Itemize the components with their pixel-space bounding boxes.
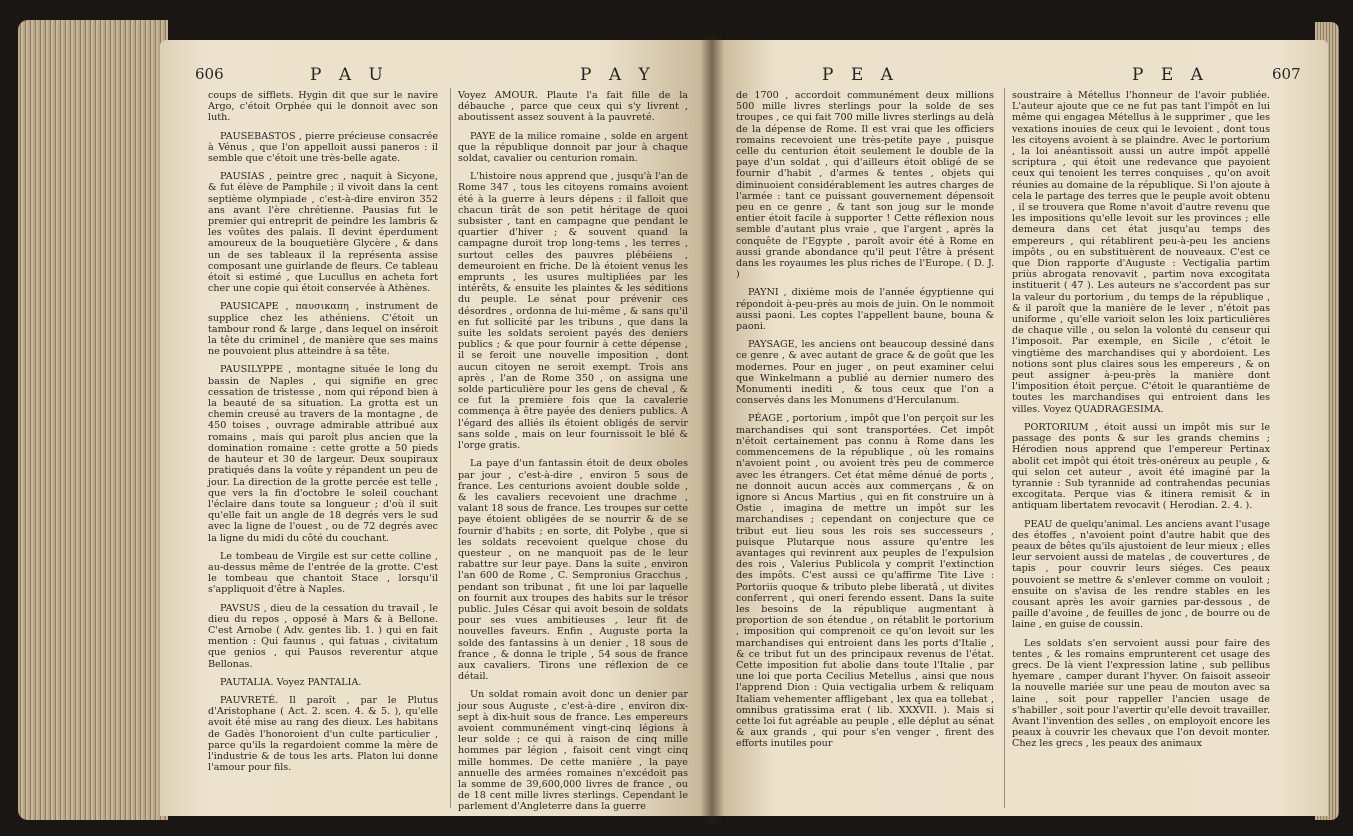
paragraph: PAUTALIA. Voyez PANTALIA.	[220, 676, 362, 688]
right-head-word-2: P E A	[1132, 65, 1209, 85]
left-column-1	[208, 90, 438, 780]
paragraph: PAUVRETÉ. Il paroît , par le Plutus d'Aristophane ( Act. 2. scen. 4. & 5. ), qu'elle avoit été mise au rang des dieux. Les habitans de Gadès l'honoroient d'un culte particulier , parce qu'ils la regardoient comme la mère de l'industrie & de tous les arts. Platon lui donne l'amour pour fils.	[208, 694, 438, 774]
paragraph: L'histoire nous apprend que , jusqu'à l'an de Rome 347 , tous les citoyens romains avoient été à la guerre à leurs dépens : il falloit que chacun tirât de son petit héritage de quoi subsister , tant en campagne que pendant le quartier d'hiver ; & souvent quand la campagne duroit trop long-tems , les terres , surtout celles des pauvres plébéiens , demeuroient en friche. De là étoient venus les emprunts , les usures multipliées par les intérêts, & ensuite les plaintes & les séditions du peuple. Le sénat pour prévenir ces désordres , ordonna de lui-même , & sans qu'il en fut sollicité par les tribuns , que dans la suite les soldats seroient payés des deniers publics ; & que pour fournir à cette dépense , il se feroit une nouvelle imposition , dont aucun citoyen ne seroit exempt. Trois ans après , l'an de Rome 350 , on assigna une solde particulière pour les gens de cheval , & ce fut la première fois que la cavalerie commença à être payée des deniers publics. A l'égard des alliés ils étoient obligés de servir sans solde , mais on leur fournissoit le blé & l'orge gratis.	[458, 171, 688, 452]
left-page-number: 606	[195, 65, 224, 83]
column-rule	[450, 88, 451, 808]
paragraph: Le tombeau de Virgile est sur cette colline , au-dessus même de l'entrée de la grotte. C'est le tombeau que chantoit Stace , lorsqu'il s'appliquoit d'être à Naples.	[208, 550, 438, 596]
paragraph: PAYSAGE, les anciens ont beaucoup dessiné dans ce genre , & avec autant de grace & de goût que les modernes. Pour en juger , on peut examiner celui que Winkelmann a publié au dernier numero des Monumenti inediti , & tous ceux que l'on a conservés dans les Monumens d'Herculanum.	[736, 339, 994, 407]
paragraph: Voyez AMOUR. Plaute l'a fait fille de la débauche , parce que ceux qui s'y livrent , aboutissent assez souvent à la pauvreté.	[458, 90, 688, 124]
left-running-head	[160, 65, 712, 87]
right-head-word-1: P E A	[822, 65, 899, 85]
left-page-block-edge	[18, 20, 168, 820]
left-head-word-1: P A U	[310, 65, 389, 85]
paragraph: coups de sifflets. Hygin dit que sur le navire Argo, c'étoit Orphée qui le donnoit avec son luth.	[208, 90, 438, 124]
paragraph: PAUSEBASTOS , pierre précieuse consacrée à Vénus , que l'on appelloit aussi paneros : il semble que c'étoit une très-belle agate.	[208, 130, 438, 165]
right-column-2	[1012, 90, 1270, 757]
paragraph: PAVSUS , dieu de la cessation du travail , le dieu du repos , opposé à Mars & à Bellone. C'est Arnobe ( Adv. gentes lib. 1. ) qui en fait mention : Qui faunus , qui fatuas , civitatum que genios , qui Pausos reverentur atque Bellonas.	[208, 602, 438, 670]
paragraph: PÉAGE , portorium , impôt que l'on perçoit sur les marchandises qui sont transportées. Cet impôt n'étoit certainement pas connu à Rome dans les commencemens de la république , où les romains n'avoient point , ou avoient très peu de commerce avec les étrangers. Cet état même dénué de ports , ne donnoit aucun accès aux commerçans , & on ignore si Ancus Martius , qui en fit construire un à Ostie , imagina de mettre un impôt sur les marchandises ; cependant on conjecture que ce tribut eut lieu sous les rois ses successeurs , puisque Plutarque nous assure qu'entre les avantages qui revinrent aux peuples de l'expulsion des rois , Valerius Publicola y comprit l'extinction des impôts. C'est aussi ce qu'affirme Tite Live : Portoriis quoque & tributo plebe liberatâ , ut divites conferrent , qui oneri ferendo essent. Dans la suite les besoins de la république augmentant à proportion de son étendue , on rétablit le portorium , imposition qui comprenoit ce qu'on levoit sur les marchandises qui entroient dans les ports d'Italie , & ce tribut fut un des principaux revenus de l'état. Cette imposition fut abolie dans toute l'Italie , par une loi que porta Cecilius Metellus , ainsi que nous l'apprend Dion : Quia vectigalia urbem & reliquam Italiam vehementer affligebant , lex qua ea tollebat , omnibus gratissima erat ( lib. XXXVII. ). Mais si cette loi fut agréable au peuple , elle déplut au sénat & aux grands , qui pour s'en venger , firent des efforts inutiles pour	[736, 413, 994, 750]
paragraph: de 1700 , accordoit communément deux millions 500 mille livres sterlings pour la solde de ses troupes , ce qui fait 700 mille livres sterlings au delà de la dépense de Rome. Il est vrai que les officiers romains recevoient une très-petite paye , puisque celle du centurion étoit seulement le double de la paye d'un soldat , qui d'ailleurs étoit obligé de se fournir d'habit , d'armes & tentes , objets qui diminuoient considérablement les autres charges de l'armée : tant ce puissant gouvernement dépensoit peu en ce genre , & tant son joug sur le monde entier étoit facile à supporter ! Cette réflexion nous semble d'autant plus vraie , que l'argent , après la conquête de l'Egypte , paroît avoir été à Rome en aussi grande abondance qu'il peut l'être à présent dans les royaumes les plus riches de l'Europe. ( D. J. )	[736, 90, 994, 281]
paragraph: soustraire à Métellus l'honneur de l'avoir publiée. L'auteur ajoute que ce ne fut pas tant l'impôt en lui même qui engagea Métellus à le supprimer , que les vexations inouies de ceux qui le levoient , dont tous les citoyens avoient à se plaindre. Avec le portorium , la loi anéantissoit aussi un autre impôt appellé scriptura , qui étoit une redevance que payoient ceux qui tenoient les terres conquises , qu'on avoit réunies au domaine de la république. Si l'on ajoute à cela le partage des terres que le peuple avoit obtenu , il se trouvera que Rome n'avoit d'autre revenu que les impositions qu'elle levoit sur les provinces ; elle demeura dans cet état jusqu'au temps des empereurs , qui rétablirent peu-à-peu les anciens impôts , ou en substituèrent de nouveaux. C'est ce que Dion rapporte d'Auguste : Vectigalia partim priùs abrogata renovavit , partim nova excogitata instituerit ( 47 ). Les auteurs ne s'accordent pas sur la valeur du portorium , du temps de la république , & il paroît que la manière de le lever , n'étoit pas uniforme , qu'elle varioit selon les loix particulières de chaque ville , ou selon la volonté du censeur qui l'imposoit. Par exemple, en Sicile , c'étoit le vingtième des marchandises qui y abordoient. Les notions sont plus claires sous les empereurs , & on peut assigner à-peu-près la manière dont l'imposition étoit perçue. C'étoit le quarantième de toutes les marchandises qui entroient dans les villes. Voyez QUADRAGESIMA.	[1012, 90, 1270, 415]
paragraph: PAYE de la milice romaine , solde en argent que la république donnoit par jour à chaque soldat, cavalier ou centurion romain.	[458, 130, 688, 165]
right-running-head	[712, 65, 1328, 87]
paragraph: PORTORIUM , étoit aussi un impôt mis sur le passage des ponts & sur les grands chemins ; Hérodien nous apprend que l'empereur Pertinax abolit cet impôt qui étoit très-onéreux au peuple , & qui selon cet auteur , avoit été imaginé par la tyrannie : Sub tyrannide ad contrahendas pecunias excogitata. Perque vias & itinera remisit & in antiquam libertatem revocavit ( Herodian. 2. 4. ).	[1012, 421, 1270, 512]
column-rule	[1004, 88, 1005, 808]
left-page	[160, 40, 712, 816]
right-page-number: 607	[1272, 65, 1301, 83]
paragraph: La paye d'un fantassin étoit de deux oboles par jour , c'est-à-dire , environ 5 sous de france. Les centurions avoient double solde , & les cavaliers recevoient une drachme , valant 18 sous de france. Les troupes sur cette paye étoient obligées de se nourrir & de se fournir d'habits ; en sorte, dit Polybe , que si les soldats recevoient quelque chose du questeur , on ne manquoit pas de le leur rabattre sur leur paye. Dans la suite , environ l'an 600 de Rome , C. Sempronius Gracchus , pendant son tribunat , fit une loi par laquelle on fournit aux troupes des habits sur le trésor public. Jules César qui avoit besoin de soldats pour ses vues ambitieuses , leur fit de nouvelles faveurs. Enfin , Auguste porta la solde des fantassins à un denier , 18 sous de france , & donna le triple , 54 sous de france aux cavaliers. Tirons une réflexion de ce détail.	[458, 458, 688, 683]
paragraph: Un soldat romain avoit donc un denier par jour sous Auguste , c'est-à-dire , environ dix-sept à dix-huit sous de france. Les empereurs avoient communément vingt-cinq légions à leur solde ; ce qui à raison de cinq mille hommes par légion , faisoit cent vingt cinq mille hommes. De cette manière , la paye annuelle des armées romaines n'excédoit pas la somme de 39,600,000 livres de france , ou de 18 cent mille livres sterlings. Cependant le parlement d'Angleterre dans la guerre	[458, 689, 688, 813]
left-head-word-2: P A Y	[580, 65, 656, 85]
book-spine-shadow	[700, 34, 724, 824]
right-page	[712, 40, 1328, 816]
paragraph: Les soldats s'en servoient aussi pour faire des tentes , & les romains emprunterent cet usage des grecs. De là vient l'expression latine , sub pellibus hyemare , camper durant l'hyver. On faisoit asseoir la nouvelle mariée sur une peau de mouton avec sa laine , soit pour rappeller l'ancien usage de s'habiller , soit pour l'avertir qu'elle devoit travailler. Avant l'invention des selles , on employoit encore les peaux à couvrir les chevaux que l'on devoit monter. Chez les grecs , les peaux des animaux	[1012, 637, 1270, 750]
right-column-1	[736, 90, 994, 757]
paragraph: PAUSIAS , peintre grec , naquit à Sicyone, & fut élève de Pamphile ; il vivoit dans la cent septième olympiade , c'est-à-dire environ 352 ans avant l'ère chrétienne. Pausias fut le premier qui entreprit de peindre les lambris & les voûtes des palais. Il devint éperdument amoureux de la bouquetière Glycère , & dans un de ses tableaux il la représenta assise composant une guirlande de fleurs. Ce tableau étoit si estimé , que Lucullus en acheta fort cher une copie qui étoit conservée à Athènes.	[208, 171, 438, 295]
paragraph: PAYNI , dixième mois de l'année égyptienne qui répondoit à-peu-près au mois de juin. On le nommoit aussi paoni. Les coptes l'appellent baune, bouna & paoni.	[736, 287, 994, 333]
left-column-2	[458, 90, 688, 816]
paragraph: PAUSICAPE , παυσικαπη , instrument de supplice chez les athéniens. C'étoit un tambour rond & large , dans lequel on inséroit la tête du criminel , de manière que ses mains ne pouvoient plus atteindre à sa tête.	[208, 301, 438, 358]
paragraph: PEAU de quelqu'animal. Les anciens avant l'usage des étoffes , n'avoient point d'autre habit que des peaux de bêtes qu'ils ajustoient de leur mieux ; elles leur servoient aussi de matelas , de couvertures , de tapis , pour couvrir leurs siéges. Ces peaux pouvoient se mettre & s'enlever comme on vouloit ; ensuite on s'avisa de les rendre stables en les cousant après les avoir garnies par-dessous , de paille d'avoine , de feuilles de jonc , de bourre ou de laine , en guise de coussin.	[1012, 518, 1270, 631]
paragraph: PAUSILYPPE , montagne située le long du bassin de Naples , qui signifie en grec cessation de tristesse , nom qui répond bien à la beauté de sa situation. La grotta est un chemin creusé au travers de la montagne , de 450 toises , ouvrage admirable attribué aux romains , mais qui paroît plus ancien que la domination romaine : cette grotte a 50 pieds de hauteur et 30 de largeur. Deux soupiraux pratiqués dans la voûte y répandent un peu de jour. La direction de la grotte percée est telle , que vers la fin d'octobre le soleil couchant l'éclaire dans toute sa longueur ; d'où il suit qu'elle fait un angle de 18 degrés vers le sud avec la ligne de l'ouest , ou de 72 degrés avec la ligne du midi du côté du couchant.	[208, 364, 438, 544]
